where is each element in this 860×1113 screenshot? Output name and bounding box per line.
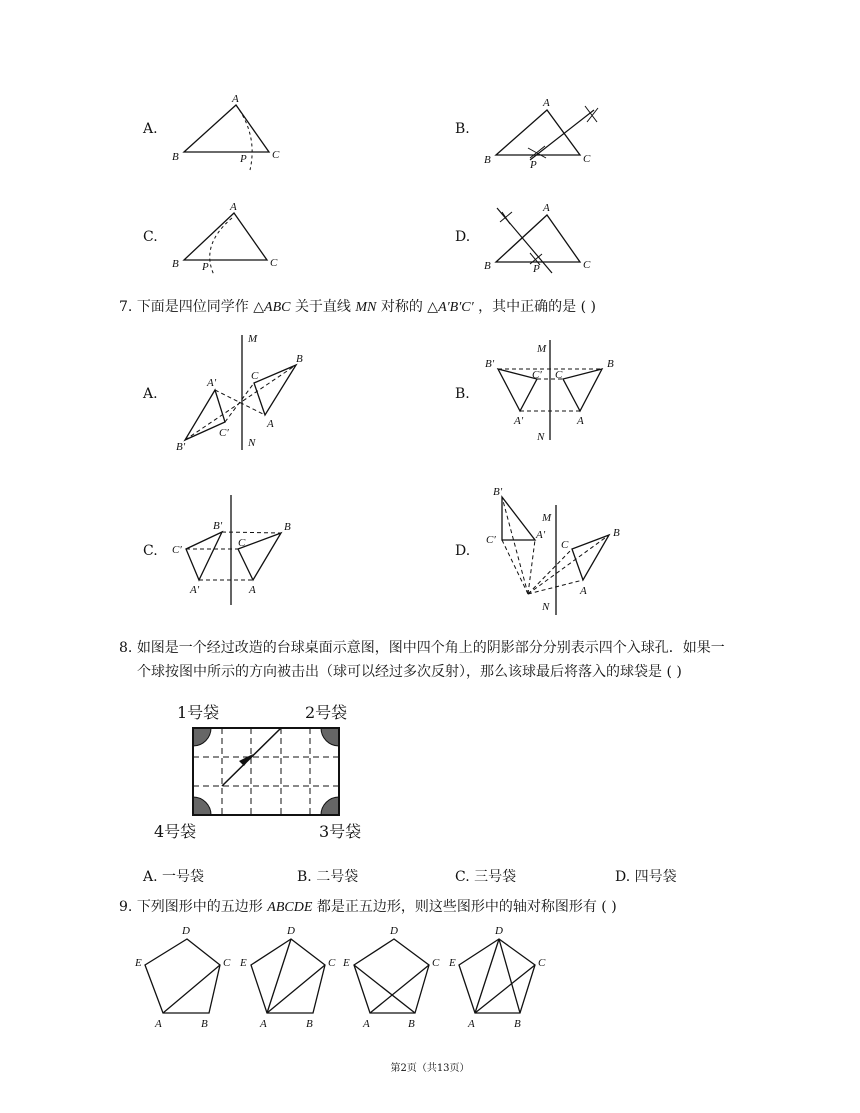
svg-text:P: P: [530, 159, 537, 171]
svg-text:B: B: [296, 353, 303, 365]
svg-text:E: E: [135, 957, 142, 969]
svg-text:A: A: [363, 1018, 370, 1030]
svg-text:A: A: [267, 418, 274, 430]
q7-text-suffix: ，其中正确的是 ( ): [478, 299, 596, 315]
svg-text:B: B: [284, 521, 291, 533]
page-footer: [0, 1059, 860, 1074]
svg-text:B: B: [201, 1018, 208, 1030]
svg-text:C: C: [238, 537, 246, 549]
q7-text-mid1: 关于直线: [294, 299, 351, 315]
svg-text:C: C: [583, 153, 591, 165]
svg-text:B: B: [408, 1018, 415, 1030]
svg-text:C′: C′: [486, 534, 496, 546]
svg-text:C: C: [561, 539, 569, 551]
q6-option-d-label: D.: [455, 229, 471, 245]
svg-text:B: B: [514, 1018, 521, 1030]
pocket-3-label: 3号袋: [319, 822, 362, 841]
q6-option-b-label: B.: [455, 121, 470, 137]
svg-text:E: E: [343, 957, 350, 969]
pentagon-figure-3: [354, 939, 429, 1013]
svg-text:B: B: [306, 1018, 313, 1030]
q9-text-prefix: 下列图形中的五边形: [136, 899, 263, 915]
svg-text:D: D: [182, 925, 190, 937]
svg-text:B: B: [613, 527, 620, 539]
svg-text:B′: B′: [485, 358, 495, 370]
q8-choice-b-letter: B.: [297, 869, 312, 885]
svg-text:A: A: [155, 1018, 162, 1030]
svg-text:C′: C′: [172, 544, 182, 556]
q7-triangle: △ABC: [253, 300, 291, 315]
svg-text:C: C: [583, 259, 591, 271]
q9-pentagon: ABCDE: [267, 900, 313, 915]
svg-text:N: N: [537, 431, 545, 443]
q7-triangle-prime: △A′B′C′: [427, 300, 474, 315]
q8-choice-a-text: 一号袋: [162, 869, 205, 885]
svg-text:E: E: [240, 957, 247, 969]
svg-text:A′: A′: [207, 377, 217, 389]
svg-text:C: C: [223, 957, 231, 969]
q7-line-mn: MN: [355, 300, 377, 315]
pentagon-figure-1: [145, 939, 220, 1013]
svg-text:C: C: [538, 957, 546, 969]
q8-choice-c-letter: C.: [455, 869, 470, 885]
q9-number: 9.: [119, 899, 133, 915]
page-number: 第2页（共13页）: [390, 1063, 470, 1074]
svg-text:C′: C′: [532, 369, 542, 381]
q8-choice-b-text: 二号袋: [316, 869, 359, 885]
svg-text:C: C: [270, 257, 278, 269]
svg-text:E: E: [449, 957, 456, 969]
svg-text:A: A: [249, 584, 256, 596]
svg-text:B: B: [172, 258, 179, 270]
q7-text-prefix: 下面是四位同学作: [136, 299, 249, 315]
q8-line2: 个球按图中所示的方向被击出（球可以经过多次反射），那么该球最后将落入的球袋是 ( ): [137, 664, 682, 680]
svg-text:C: C: [328, 957, 336, 969]
q9-text-suffix: 都是正五边形，则这些图形中的轴对称图形有 ( ): [316, 899, 617, 915]
svg-text:C: C: [555, 369, 563, 381]
q6-option-c-label: C.: [143, 229, 158, 245]
pocket-2-label: 2号袋: [305, 703, 348, 722]
q8-choice-c-text: 三号袋: [474, 869, 517, 885]
q7-option-b-label: B.: [455, 386, 470, 402]
q7-number: 7.: [119, 299, 133, 315]
q8-line1: 如图是一个经过改造的台球桌面示意图，图中四个角上的阴影部分分别表示四个入球孔．如果一: [136, 640, 725, 656]
svg-text:D: D: [495, 925, 503, 937]
pocket-4-label: 4号袋: [154, 822, 197, 841]
svg-text:B: B: [172, 151, 179, 163]
pocket-1-label: 1号袋: [177, 703, 220, 722]
svg-text:B: B: [484, 154, 491, 166]
svg-text:C: C: [272, 149, 280, 161]
svg-text:D: D: [287, 925, 295, 937]
svg-text:A: A: [260, 1018, 267, 1030]
svg-text:B′: B′: [213, 520, 223, 532]
svg-text:A: A: [543, 97, 550, 109]
q7-option-d-label: D.: [455, 543, 471, 559]
svg-text:A′: A′: [190, 584, 200, 596]
q7-text-mid2: 对称的: [380, 299, 423, 315]
svg-text:M: M: [537, 343, 547, 355]
q8-choice-d-letter: D.: [615, 869, 631, 885]
svg-text:M: M: [248, 333, 258, 345]
svg-text:C′: C′: [219, 427, 229, 439]
svg-text:M: M: [542, 512, 552, 524]
svg-text:A′: A′: [536, 529, 546, 541]
q8-number: 8.: [119, 640, 133, 656]
pentagon-figure-4: [459, 939, 535, 1013]
pentagon-figure-2: [251, 939, 325, 1013]
svg-text:P: P: [202, 261, 209, 273]
svg-text:N: N: [542, 601, 550, 613]
svg-text:A: A: [543, 202, 550, 214]
svg-text:B′: B′: [176, 441, 186, 453]
svg-text:A′: A′: [514, 415, 524, 427]
svg-text:B′: B′: [493, 486, 503, 498]
q8-choice-a-letter: A.: [143, 869, 158, 885]
svg-text:C: C: [251, 370, 259, 382]
svg-text:B: B: [484, 260, 491, 272]
svg-text:C: C: [432, 957, 440, 969]
svg-text:P: P: [533, 263, 540, 275]
svg-text:N: N: [248, 437, 256, 449]
svg-text:A: A: [468, 1018, 475, 1030]
q7-option-c-label: C.: [143, 543, 158, 559]
svg-text:A: A: [232, 93, 239, 105]
q6-option-a-label: A.: [143, 121, 158, 137]
svg-text:A: A: [580, 585, 587, 597]
q8-choice-d-text: 四号袋: [634, 869, 677, 885]
svg-text:A: A: [230, 201, 237, 213]
svg-text:A: A: [577, 415, 584, 427]
svg-text:P: P: [240, 153, 247, 165]
svg-text:D: D: [390, 925, 398, 937]
svg-text:B: B: [607, 358, 614, 370]
q7-option-a-label: A.: [143, 386, 158, 402]
